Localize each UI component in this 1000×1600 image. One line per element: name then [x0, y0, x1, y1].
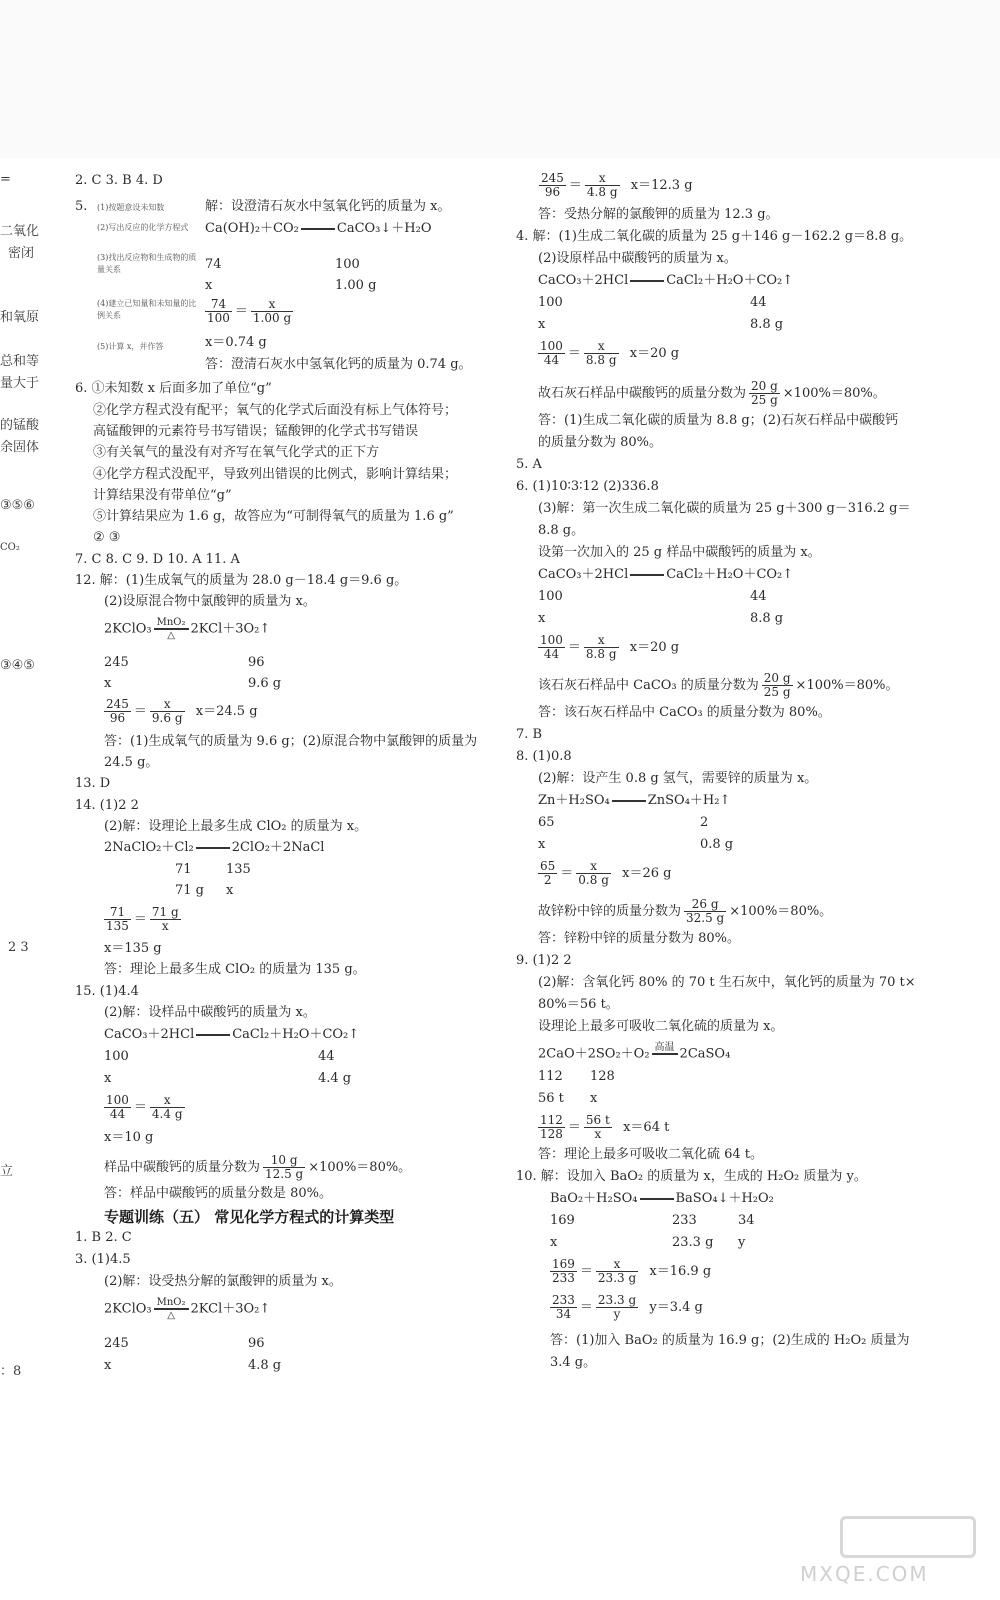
answer-statement: 3.4 g。	[550, 1355, 597, 1370]
numerator: 20 g	[751, 379, 778, 393]
proportion: $\frac{112}{128}$ ＝ $\frac{56 t}{x}$ x＝64 t	[540, 1113, 670, 1141]
chemical-equation	[538, 792, 730, 810]
equation-left: Ca(OH)₂＋CO₂	[205, 221, 299, 236]
result-line: x＝20 g	[629, 640, 680, 655]
mass-value: 9.6 g	[248, 676, 282, 691]
percentage-line	[538, 898, 832, 925]
mass-value: x	[550, 1235, 558, 1250]
mass-value: x	[590, 1091, 598, 1106]
mass-value: 74	[205, 257, 222, 272]
answer-statement: 的质量分数为 80%。	[538, 435, 663, 450]
answer-line: 80%＝56 t。	[538, 997, 619, 1012]
answer-statement: 答：锌粉中锌的质量分数为 80%。	[538, 931, 741, 946]
mass-value: 0.8 g	[700, 837, 734, 852]
numerator: 65	[540, 859, 556, 873]
mass-value: 245	[104, 655, 129, 670]
denominator: 100	[207, 311, 230, 325]
mass-value: y	[738, 1235, 746, 1250]
result-line: x＝20 g	[629, 346, 680, 361]
denominator: 96	[109, 711, 126, 725]
condition-label: 高温	[652, 1042, 678, 1055]
equation-right: CaCl₂＋H₂O＋CO₂↑	[232, 1027, 360, 1042]
denominator: x	[594, 1127, 602, 1141]
numerator: 100	[540, 339, 563, 353]
edge-fragment: 余固体	[0, 440, 40, 455]
equals-sign	[640, 1198, 674, 1200]
heat-symbol: △	[167, 630, 175, 641]
percentage-label: 故锌粉中锌的质量分数为	[538, 904, 682, 919]
numerator: 74	[205, 298, 232, 312]
mass-value: 44	[750, 295, 767, 310]
result-line: x＝64 t	[623, 1120, 670, 1135]
mass-value: x	[104, 1071, 112, 1086]
mass-value: 44	[750, 589, 767, 604]
section-heading: 专题训练（五） 常见化学方程式的计算类型	[104, 1208, 395, 1226]
answer-statement: 答：理论上最多生成 ClO₂ 的质量为 135 g。	[104, 962, 366, 977]
numerator: 169	[552, 1257, 575, 1271]
edge-fragment: 2 3	[8, 940, 29, 955]
answer-line: (2)解：设受热分解的氯酸钾的质量为 x。	[104, 1274, 342, 1289]
answer-line: ④化学方程式没配平，导致列出错误的比例式，影响计算结果；	[93, 467, 458, 482]
equation-left: 2NaClO₂＋Cl₂	[104, 840, 194, 855]
equation-right: 2KCl＋3O₂↑	[190, 621, 271, 637]
mass-value: x	[104, 676, 112, 691]
denominator: 25 g	[751, 393, 778, 407]
answer-line: ② ③	[93, 530, 121, 545]
mass-value: 112	[538, 1069, 563, 1084]
catalyst-label: MnO₂	[154, 1297, 189, 1310]
answer-line: 2. C 3. B 4. D	[75, 173, 163, 188]
denominator: 32.5 g	[686, 911, 725, 925]
equation-left: BaO₂＋H₂SO₄	[550, 1191, 638, 1206]
percentage-line	[104, 1154, 411, 1181]
heat-symbol: △	[167, 1310, 175, 1321]
denominator: 0.8 g	[578, 873, 609, 887]
denominator: 34	[555, 1307, 572, 1321]
edge-fragment: 量大于	[0, 376, 40, 391]
mass-value: x	[226, 883, 234, 898]
numerator: x	[584, 340, 619, 354]
percentage-result: ×100%＝80%。	[729, 904, 833, 919]
equals-sign	[196, 847, 230, 849]
percentage-result: ×100%＝80%。	[782, 386, 886, 401]
proportion: $\frac{245}{96}$ ＝ $\frac{x}{4.8 g}$ x＝12.3 g	[541, 171, 693, 199]
step-note: (4)建立已知量和未知量的比例关系	[97, 299, 197, 320]
mass-value: 1.00 g	[335, 278, 377, 293]
numerator: 245	[541, 171, 564, 185]
mass-value: 4.4 g	[318, 1071, 352, 1086]
mass-value: 100	[538, 589, 563, 604]
numerator: x	[576, 860, 611, 874]
chemical-equation	[104, 1026, 359, 1044]
mass-value: 100	[104, 1049, 129, 1064]
equation-right: 2ClO₂＋2NaCl	[231, 840, 325, 855]
question-number: 5.	[75, 199, 88, 214]
answer-statement: 答：样品中碳酸钙的质量分数是 80%。	[104, 1186, 333, 1201]
mass-value: 96	[248, 655, 265, 670]
denominator: 128	[540, 1127, 563, 1141]
numerator: x	[251, 298, 293, 312]
mass-value: 233	[672, 1213, 697, 1228]
chemical-equation	[104, 1297, 270, 1321]
equation-right: ZnSO₄＋H₂↑	[647, 793, 731, 808]
edge-fragment: 二氧化	[0, 224, 40, 239]
result-line: x＝10 g	[104, 1130, 154, 1145]
proportion: $\frac{245}{96}$ ＝ $\frac{x}{9.6 g}$ x＝24.5 g	[106, 697, 258, 725]
proportion: $\frac{65}{2}$ ＝ $\frac{x}{0.8 g}$ x＝26 g	[540, 859, 672, 887]
denominator: 44	[543, 353, 560, 367]
answer-line: 7. B	[516, 727, 543, 742]
mass-value: 23.3 g	[672, 1235, 714, 1250]
numerator: x	[584, 634, 619, 648]
denominator: 135	[106, 919, 129, 933]
mass-value: x	[538, 611, 546, 626]
mass-value: 135	[226, 862, 251, 877]
equation-left: CaCO₃＋2HCl	[538, 273, 629, 288]
answer-statement: 答：(1)生成氧气的质量为 9.6 g；(2)原混合物中氯酸钾的质量为	[104, 734, 478, 749]
mass-value: 128	[590, 1069, 615, 1084]
proportion: $\frac{100}{44}$ ＝ $\frac{x}{8.8 g}$ x＝20 g	[540, 339, 680, 367]
chemical-equation	[104, 839, 324, 857]
equation-left: CaCO₃＋2HCl	[538, 567, 629, 582]
step-note: (3)找出反应物和生成物的质量关系	[97, 253, 197, 274]
numerator: 20 g	[763, 671, 791, 685]
answer-statement: 答：受热分解的氯酸钾的质量为 12.3 g。	[538, 207, 779, 222]
mass-value: 34	[738, 1213, 755, 1228]
numerator: 245	[106, 697, 129, 711]
result-line: x＝12.3 g	[630, 178, 693, 193]
numerator: 10 g	[263, 1154, 305, 1168]
solution-line: 解：设澄清石灰水中氢氧化钙的质量为 x。	[205, 199, 451, 214]
mass-value: x	[104, 1358, 112, 1373]
answer-line: 15. (1)4.4	[75, 984, 139, 999]
edge-fragment: 密闭	[8, 246, 35, 261]
numerator: 56 t	[585, 1113, 610, 1127]
chemical-equation	[550, 1190, 774, 1208]
denominator: 44	[109, 1107, 126, 1121]
watermark-logo	[800, 1516, 980, 1586]
numerator: 112	[540, 1113, 563, 1127]
step-note: (1)按题意设未知数	[97, 203, 165, 212]
mass-value: 56 t	[538, 1091, 564, 1106]
denominator: 12.5 g	[265, 1167, 304, 1181]
answer-statement: 答：该石灰石样品中 CaCO₃ 的质量分数为 80%。	[538, 705, 831, 720]
mass-value: 2	[700, 815, 709, 830]
equation-right: 2CaSO₄	[679, 1046, 731, 1062]
denominator: 25 g	[763, 685, 791, 699]
denominator: 96	[544, 185, 561, 199]
percentage-line	[538, 380, 886, 407]
denominator: 8.8 g	[585, 353, 617, 367]
step-note: (2)写出反应的化学方程式	[97, 223, 189, 232]
numerator: x	[596, 1258, 638, 1272]
answer-line: 6. ①未知数 x 后面多加了单位“g”	[75, 381, 272, 396]
numerator: x	[585, 172, 620, 186]
answer-line: 10. 解：设加入 BaO₂ 的质量为 x，生成的 H₂O₂ 质量为 y。	[516, 1169, 867, 1184]
percentage-label: 样品中碳酸钙的质量分数为	[104, 1160, 261, 1175]
denominator: 9.6 g	[151, 711, 183, 725]
numerator: x	[150, 1094, 185, 1108]
equation-left: Zn＋H₂SO₄	[538, 793, 610, 808]
chemical-equation	[205, 220, 432, 238]
denominator: 233	[552, 1271, 575, 1285]
edge-fragment: 和氧原	[0, 310, 40, 325]
equation-right: BaSO₄↓＋H₂O₂	[675, 1191, 774, 1206]
answer-statement: 答：(1)生成二氧化碳的质量为 8.8 g；(2)石灰石样品中碳酸钙	[538, 413, 899, 428]
chemical-equation	[538, 566, 793, 584]
denominator: 8.8 g	[585, 647, 617, 661]
equation-right: CaCO₃↓＋H₂O	[336, 221, 432, 236]
right-column	[500, 0, 1000, 1600]
denominator: 23.3 g	[597, 1271, 637, 1285]
chemical-equation	[104, 617, 270, 641]
edge-fragment: =	[0, 172, 11, 187]
answer-line: 1. B 2. C	[75, 1230, 132, 1245]
answer-line: 设理论上最多可吸收二氧化硫的质量为 x。	[538, 1019, 784, 1034]
numerator: x	[150, 698, 185, 712]
percentage-result: ×100%＝80%。	[795, 678, 899, 693]
equation-right: CaCl₂＋H₂O＋CO₂↑	[666, 273, 794, 288]
answer-line: 高锰酸钾的元素符号书写错误；锰酸钾的化学式书写错误	[93, 424, 419, 439]
mass-value: 71 g	[175, 883, 204, 898]
equals-sign	[630, 280, 664, 282]
watermark-text: MXQE.COM	[800, 1562, 929, 1586]
answer-statement: 答：理论上最多可吸收二氧化硫 64 t。	[538, 1147, 764, 1162]
proportion: $\frac{100}{44}$ ＝ $\frac{x}{8.8 g}$ x＝20 g	[540, 633, 680, 661]
equation-left: CaCO₃＋2HCl	[104, 1027, 195, 1042]
mass-value: 44	[318, 1049, 335, 1064]
percentage-line	[538, 672, 899, 699]
answer-line: 设第一次加入的 25 g 样品中碳酸钙的质量为 x。	[538, 545, 821, 560]
proportion: $\frac{74}{100}$ ＝ $\frac{x}{1.00 g}$	[207, 297, 292, 325]
chemical-equation	[538, 272, 793, 290]
denominator: 1.00 g	[252, 311, 292, 325]
answer-line: ②化学方程式没有配平；氧气的化学式后面没有标上气体符号；	[93, 403, 458, 418]
edge-fragment: 的锰酸	[0, 418, 40, 433]
result-line: x＝26 g	[622, 866, 672, 881]
percentage-result: ×100%＝80%。	[308, 1160, 412, 1175]
reaction-condition	[154, 1297, 189, 1321]
result-line: x＝24.5 g	[195, 704, 258, 719]
equals-sign	[301, 228, 335, 230]
numerator: 26 g	[684, 898, 726, 912]
answer-line: 7. C 8. C 9. D 10. A 11. A	[75, 552, 240, 567]
equation-right: 2KCl＋3O₂↑	[190, 1301, 271, 1317]
mass-value: 8.8 g	[750, 317, 784, 332]
answer-line: 4. 解：(1)生成二氧化碳的质量为 25 g＋146 g－162.2 g＝8.8 g。	[516, 229, 913, 244]
answer-line: 计算结果没有带单位“g”	[93, 488, 232, 503]
denominator: x	[161, 919, 169, 933]
proportion: $\frac{233}{34}$ ＝ $\frac{23.3 g}{y}$ y＝3.4 g	[552, 1293, 703, 1321]
equals-sign	[630, 574, 664, 576]
equation-left: 2CaO＋2SO₂＋O₂	[538, 1046, 650, 1062]
result-line: x＝0.74 g	[205, 335, 267, 350]
result-line: y＝3.4 g	[649, 1300, 703, 1315]
equals-sign	[612, 800, 646, 802]
numerator: 100	[540, 633, 563, 647]
mass-value: x	[205, 278, 213, 293]
answer-line: 6. (1)10∶3∶12 (2)336.8	[516, 479, 659, 494]
percentage-label: 该石灰石样品中 CaCO₃ 的质量分数为	[538, 678, 759, 693]
step-note: (5)计算 x，并作答	[97, 342, 164, 351]
answer-line: 8.8 g。	[538, 523, 585, 538]
edge-fragment: ③⑤⑥	[0, 498, 35, 513]
mass-value: 100	[538, 295, 563, 310]
mass-value: 71	[175, 862, 192, 877]
answer-line: 3. (1)4.5	[75, 1252, 131, 1267]
equals-sign	[196, 1034, 230, 1036]
equation-left: 2KClO₃	[104, 1301, 152, 1317]
proportion: $\frac{100}{44}$ ＝ $\frac{x}{4.4 g}$	[106, 1093, 183, 1121]
answer-line: (2)解：设样品中碳酸钙的质量为 x。	[104, 1005, 316, 1020]
answer-line: (2)解：设产生 0.8 g 氢气，需要锌的质量为 x。	[538, 771, 818, 786]
mass-value: 169	[550, 1213, 575, 1228]
answer-line: ⑤计算结果应为 1.6 g，故答应为“可制得氧气的质量为 1.6 g”	[93, 509, 454, 524]
answer-line: 13. D	[75, 776, 111, 791]
answer-line: 14. (1)2 2	[75, 798, 139, 813]
mass-value: 96	[248, 1336, 265, 1351]
equation-right: CaCl₂＋H₂O＋CO₂↑	[666, 567, 794, 582]
answer-statement: 答：(1)加入 BaO₂ 的质量为 16.9 g；(2)生成的 H₂O₂ 质量为	[550, 1333, 910, 1348]
mass-value: x	[538, 837, 546, 852]
edge-fragment: CO₂	[0, 542, 20, 553]
answer-line: 5. A	[516, 457, 542, 472]
edge-fragment: ：8	[0, 1364, 22, 1379]
numerator: 71 g	[151, 905, 179, 919]
answer-line: (2)设原混合物中氯酸钾的质量为 x。	[104, 594, 316, 609]
numerator: 71	[104, 906, 131, 920]
proportion: $\frac{71}{135}$ ＝ $\frac{71 g}{x}$	[106, 905, 179, 933]
answer-line: 8. (1)0.8	[516, 749, 572, 764]
numerator: 100	[106, 1093, 129, 1107]
answer-statement: 24.5 g。	[104, 755, 159, 770]
answer-statement: 答：澄清石灰水中氢氧化钙的质量为 0.74 g。	[205, 357, 472, 372]
mass-value: 100	[335, 257, 360, 272]
percentage-label: 故石灰石样品中碳酸钙的质量分数为	[538, 386, 747, 401]
mass-value: 4.8 g	[248, 1358, 282, 1373]
catalyst-label: MnO₂	[154, 617, 189, 630]
reaction-condition	[154, 617, 189, 641]
equation-left: 2KClO₃	[104, 621, 152, 637]
denominator: 2	[543, 873, 552, 887]
result-line: x＝16.9 g	[649, 1264, 712, 1279]
denominator: 4.8 g	[586, 185, 618, 199]
answer-line: 12. 解：(1)生成氧气的质量为 28.0 g－18.4 g＝9.6 g。	[75, 573, 408, 588]
numerator: 23.3 g	[597, 1293, 637, 1307]
mass-value: 8.8 g	[750, 611, 784, 626]
answer-line: (3)解：第一次生成二氧化碳的质量为 25 g＋300 g－316.2 g＝	[538, 501, 911, 516]
reaction-condition	[652, 1042, 678, 1066]
answer-line: (2)设原样品中碳酸钙的质量为 x。	[538, 251, 737, 266]
watermark-logo-icon	[840, 1516, 976, 1558]
answer-line: ③有关氧气的量没有对齐写在氧气化学式的正下方	[93, 445, 380, 460]
proportion: $\frac{169}{233}$ ＝ $\frac{x}{23.3 g}$ x＝16.9 g	[552, 1257, 712, 1285]
mass-value: 65	[538, 815, 555, 830]
answer-line: (2)解：含氧化钙 80% 的 70 t 生石灰中，氧化钙的质量为 70 t×	[538, 975, 916, 990]
answer-line: (2)解：设理论上最多生成 ClO₂ 的质量为 x。	[104, 819, 368, 834]
edge-fragment: 总和等	[0, 354, 40, 369]
edge-fragment: ③④⑤	[0, 658, 35, 673]
denominator: 4.4 g	[151, 1107, 183, 1121]
chemical-equation	[538, 1042, 730, 1066]
mass-value: x	[538, 317, 546, 332]
edge-fragment: 立	[0, 1164, 14, 1179]
denominator: 44	[543, 647, 560, 661]
mass-value: 245	[104, 1336, 129, 1351]
result-line: x＝135 g	[104, 941, 162, 956]
numerator: 233	[552, 1293, 575, 1307]
answer-line: 9. (1)2 2	[516, 953, 572, 968]
denominator: y	[613, 1307, 621, 1321]
